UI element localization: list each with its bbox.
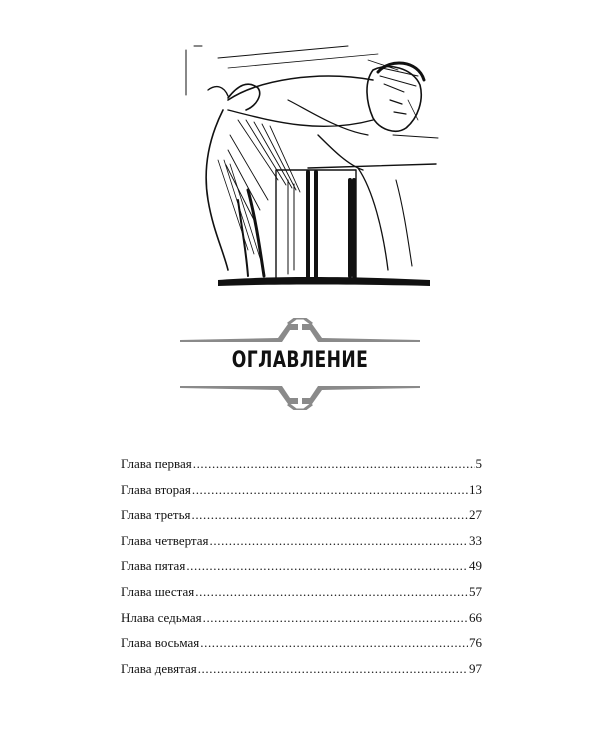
toc-leader-dots [192, 477, 468, 503]
toc-entry-page: 97 [469, 660, 482, 676]
toc-entry[interactable] [121, 579, 482, 605]
toc-entry[interactable] [121, 477, 482, 503]
toc-entry[interactable] [121, 451, 482, 477]
page-title: ОГЛАВЛЕНИЕ [231, 348, 369, 373]
toc-entry[interactable] [121, 528, 482, 554]
toc-entry-page: 76 [469, 635, 482, 651]
toc-leader-dots [198, 656, 468, 682]
toc-leader-dots [186, 553, 468, 579]
toc-leader-dots [203, 605, 468, 631]
table-of-contents [121, 451, 482, 681]
toc-leader-dots [210, 528, 468, 554]
top-ornament-icon [180, 318, 420, 344]
toc-entry-label: Глава четвертая [121, 532, 209, 548]
toc-entry-label: Глава третья [121, 507, 191, 523]
toc-entry-page: 27 [469, 507, 482, 523]
toc-entry-page: 49 [469, 558, 482, 574]
toc-entry[interactable] [121, 656, 482, 682]
toc-entry-label: Глава девятая [121, 660, 197, 676]
toc-entry-page: 13 [469, 481, 482, 497]
toc-entry[interactable] [121, 553, 482, 579]
toc-leader-dots [191, 502, 468, 528]
toc-entry-label: Глава шестая [121, 583, 195, 599]
toc-entry[interactable] [121, 502, 482, 528]
toc-entry-page: 66 [469, 609, 482, 625]
toc-entry-label: Глава вторая [121, 481, 191, 497]
toc-leader-dots [193, 451, 475, 477]
toc-entry[interactable] [121, 605, 482, 631]
sketch-man-at-desk-illustration [168, 40, 440, 290]
toc-entry-label: Нлава седьмая [121, 609, 202, 625]
chapter-illustration [168, 40, 440, 290]
toc-entry-page: 57 [469, 583, 482, 599]
toc-entry-label: Глава пятая [121, 558, 186, 574]
toc-leader-dots [195, 579, 468, 605]
toc-entry[interactable] [121, 630, 482, 656]
bottom-ornament-icon [180, 384, 420, 410]
toc-entry-page: 5 [475, 456, 482, 471]
toc-heading-block [180, 318, 420, 412]
toc-entry-label: Глава первая [121, 456, 192, 471]
toc-entry-label: Глава восьмая [121, 635, 200, 651]
toc-entry-page: 33 [469, 532, 482, 548]
toc-leader-dots [200, 630, 468, 656]
